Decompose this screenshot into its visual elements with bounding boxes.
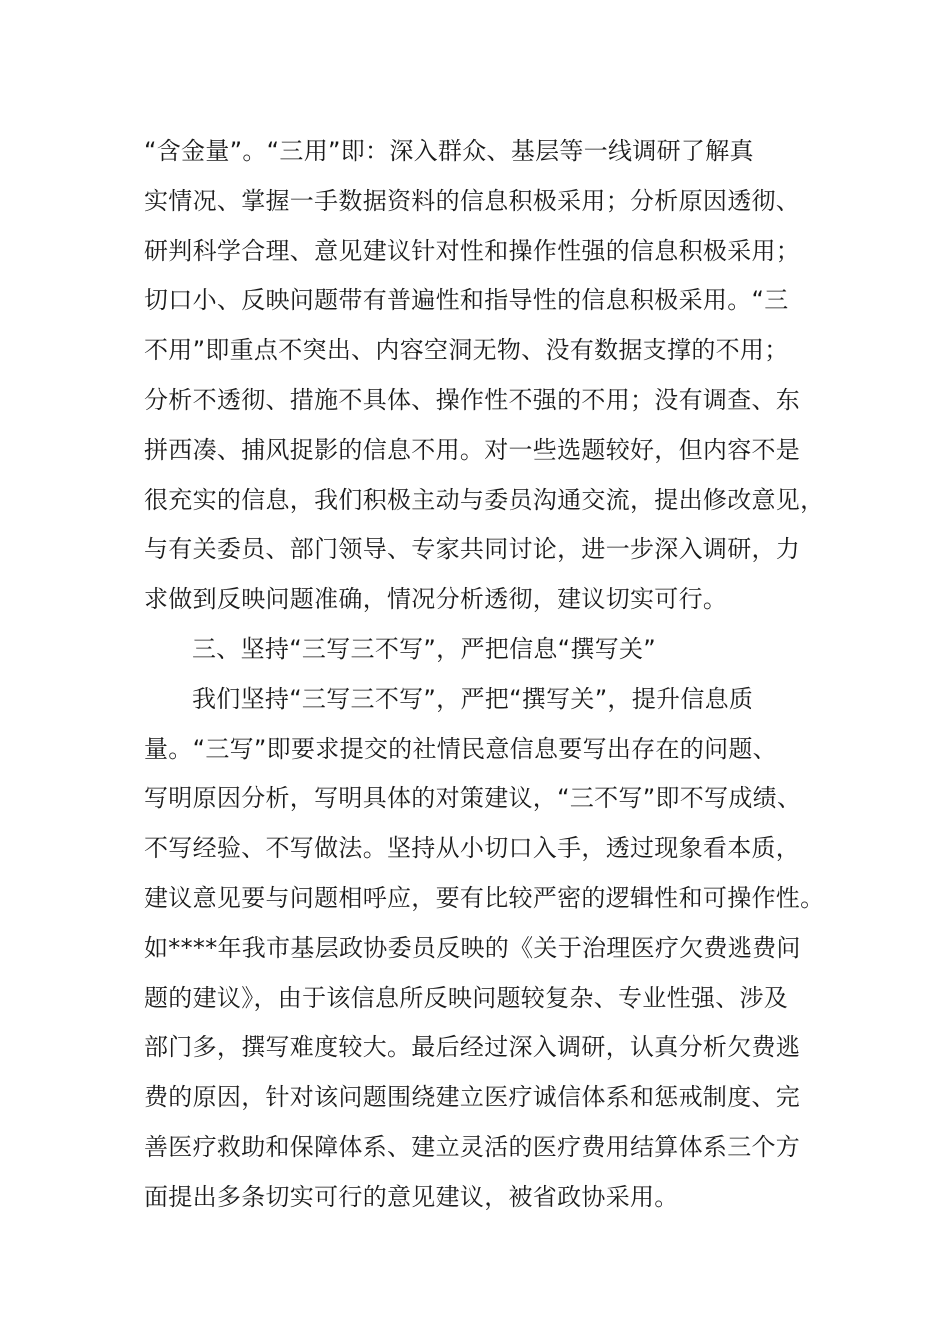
text-line: 实情况、掌握一手数据资料的信息积极采用；分析原因透彻、 (144, 186, 801, 215)
text-line: 费的原因，针对该问题围绕建立医疗诚信体系和惩戒制度、完 (144, 1083, 801, 1112)
paragraph-first-line: 我们坚持“三写三不写”，严把“撰写关”，提升信息质 (192, 684, 754, 713)
text-line: 部门多，撰写难度较大。最后经过深入调研，认真分析欠费逃 (144, 1033, 801, 1062)
section-heading: 三、坚持“三写三不写”，严把信息“撰写关” (192, 634, 657, 663)
text-line: 很充实的信息，我们积极主动与委员沟通交流，提出修改意见， (144, 485, 825, 514)
text-line: 切口小、反映问题带有普遍性和指导性的信息积极采用。“三 (144, 286, 789, 315)
text-line: 面提出多条切实可行的意见建议，被省政协采用。 (144, 1182, 679, 1211)
text-line: 不用”即重点不突出、内容空洞无物、没有数据支撑的不用； (144, 336, 789, 365)
text-line: 研判科学合理、意见建议针对性和操作性强的信息积极采用； (144, 236, 801, 265)
text-line: 善医疗救助和保障体系、建立灵活的医疗费用结算体系三个方 (144, 1132, 801, 1161)
text-line: 写明原因分析，写明具体的对策建议，“三不写”即不写成绩、 (144, 784, 802, 813)
text-line: 不写经验、不写做法。坚持从小切口入手，透过现象看本质， (144, 834, 801, 863)
text-line: 题的建议》，由于该信息所反映问题较复杂、专业性强、涉及 (144, 983, 789, 1012)
text-line: 拼西凑、捕风捉影的信息不用。对一些选题较好，但内容不是 (144, 435, 801, 464)
text-line: 与有关委员、部门领导、专家共同讨论，进一步深入调研，力 (144, 535, 801, 564)
text-line: 如****年我市基层政协委员反映的《关于治理医疗欠费逃费问 (144, 933, 801, 962)
text-line: 分析不透彻、措施不具体、操作性不强的不用；没有调查、东 (144, 385, 801, 414)
text-line: 量。“三写”即要求提交的社情民意信息要写出存在的问题、 (144, 734, 777, 763)
body-text (144, 127, 824, 1223)
text-line: 求做到反映问题准确，情况分析透彻，建议切实可行。 (144, 585, 728, 614)
text-line: 建议意见要与问题相呼应，要有比较严密的逻辑性和可操作性。 (144, 883, 825, 912)
text-line: “含金量”。“三用”即：深入群众、基层等一线调研了解真 (144, 137, 754, 165)
